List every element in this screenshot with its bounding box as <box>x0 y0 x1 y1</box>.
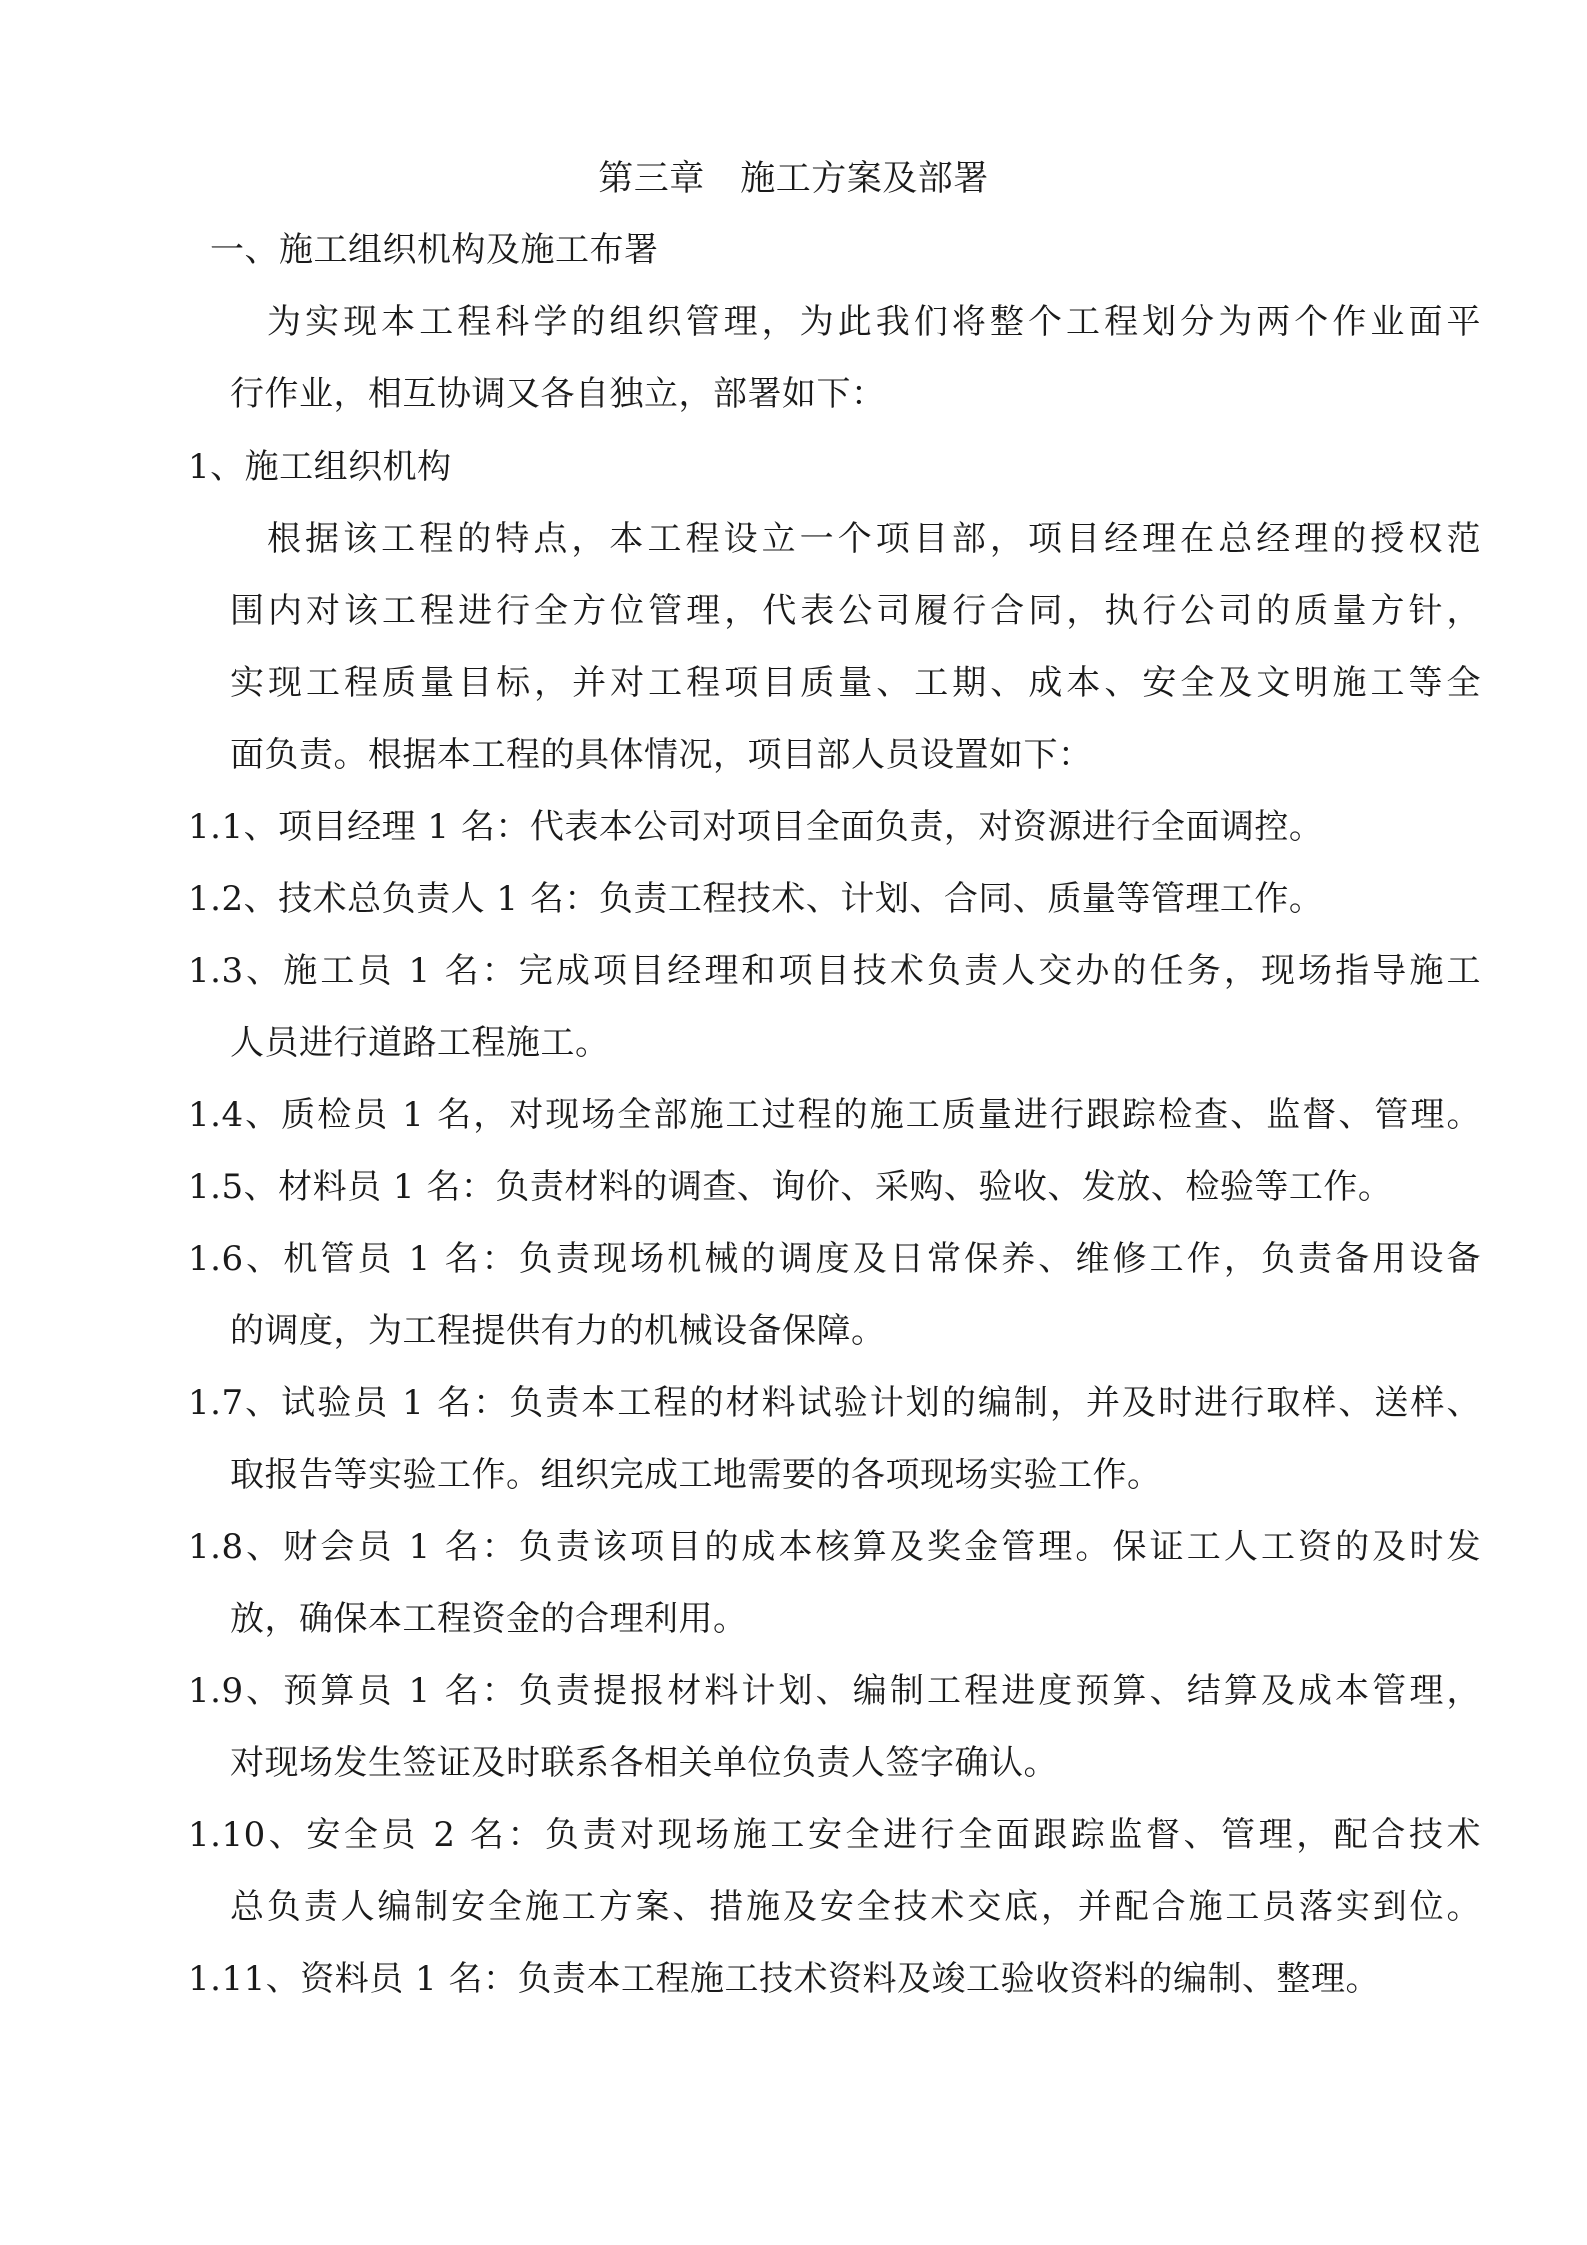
list-item-1-10-cont: 总负责人编制安全施工方案、措施及安全技术交底，并配合施工员落实到位。 <box>230 1887 1481 1927</box>
intro-line-2: 行作业，相互协调又各自独立，部署如下： <box>230 374 886 414</box>
org-paragraph-line-2: 围内对该工程进行全方位管理，代表公司履行合同，执行公司的质量方针， <box>230 591 1481 631</box>
list-item-1-9-cont: 对现场发生签证及时联系各相关单位负责人签字确认。 <box>230 1743 1058 1783</box>
list-item-1-1: 1.1、项目经理 1 名：代表本公司对项目全面负责，对资源进行全面调控。 <box>188 807 1324 847</box>
org-paragraph-line-4: 面负责。根据本工程的具体情况，项目部人员设置如下： <box>230 735 1093 775</box>
chapter-title: 第三章 施工方案及部署 <box>598 159 989 199</box>
list-item-1-3-cont: 人员进行道路工程施工。 <box>230 1023 610 1063</box>
list-item-1-5: 1.5、材料员 1 名：负责材料的调查、询价、采购、验收、发放、检验等工作。 <box>188 1167 1393 1207</box>
subsection-heading: 1、施工组织机构 <box>188 447 452 487</box>
list-item-1-6: 1.6、机管员 1 名：负责现场机械的调度及日常保养、维修工作，负责备用设备 <box>188 1239 1481 1279</box>
list-item-1-3: 1.3、施工员 1 名：完成项目经理和项目技术负责人交办的任务，现场指导施工 <box>188 951 1481 991</box>
list-item-1-2: 1.2、技术总负责人 1 名：负责工程技术、计划、合同、质量等管理工作。 <box>188 879 1324 919</box>
intro-line-1: 为实现本工程科学的组织管理，为此我们将整个工程划分为两个作业面平 <box>267 302 1481 342</box>
org-paragraph-line-3: 实现工程质量目标，并对工程项目质量、工期、成本、安全及文明施工等全 <box>230 663 1481 703</box>
list-item-1-6-cont: 的调度，为工程提供有力的机械设备保障。 <box>230 1311 886 1351</box>
list-item-1-8: 1.8、财会员 1 名：负责该项目的成本核算及奖金管理。保证工人工资的及时发 <box>188 1527 1481 1567</box>
list-item-1-7-cont: 取报告等实验工作。组织完成工地需要的各项现场实验工作。 <box>230 1455 1162 1495</box>
list-item-1-8-cont: 放，确保本工程资金的合理利用。 <box>230 1599 748 1639</box>
list-item-1-7: 1.7、试验员 1 名：负责本工程的材料试验计划的编制，并及时进行取样、送样、 <box>188 1383 1481 1423</box>
section-heading: 一、施工组织机构及施工布署 <box>210 230 659 270</box>
list-item-1-11: 1.11、资料员 1 名：负责本工程施工技术资料及竣工验收资料的编制、整理。 <box>188 1959 1380 1999</box>
org-paragraph-line-1: 根据该工程的特点，本工程设立一个项目部，项目经理在总经理的授权范 <box>267 519 1481 559</box>
list-item-1-4: 1.4、质检员 1 名，对现场全部施工过程的施工质量进行跟踪检查、监督、管理。 <box>188 1095 1481 1135</box>
list-item-1-10: 1.10、安全员 2 名：负责对现场施工安全进行全面跟踪监督、管理，配合技术 <box>188 1815 1481 1855</box>
list-item-1-9: 1.9、预算员 1 名：负责提报材料计划、编制工程进度预算、结算及成本管理， <box>188 1671 1481 1711</box>
